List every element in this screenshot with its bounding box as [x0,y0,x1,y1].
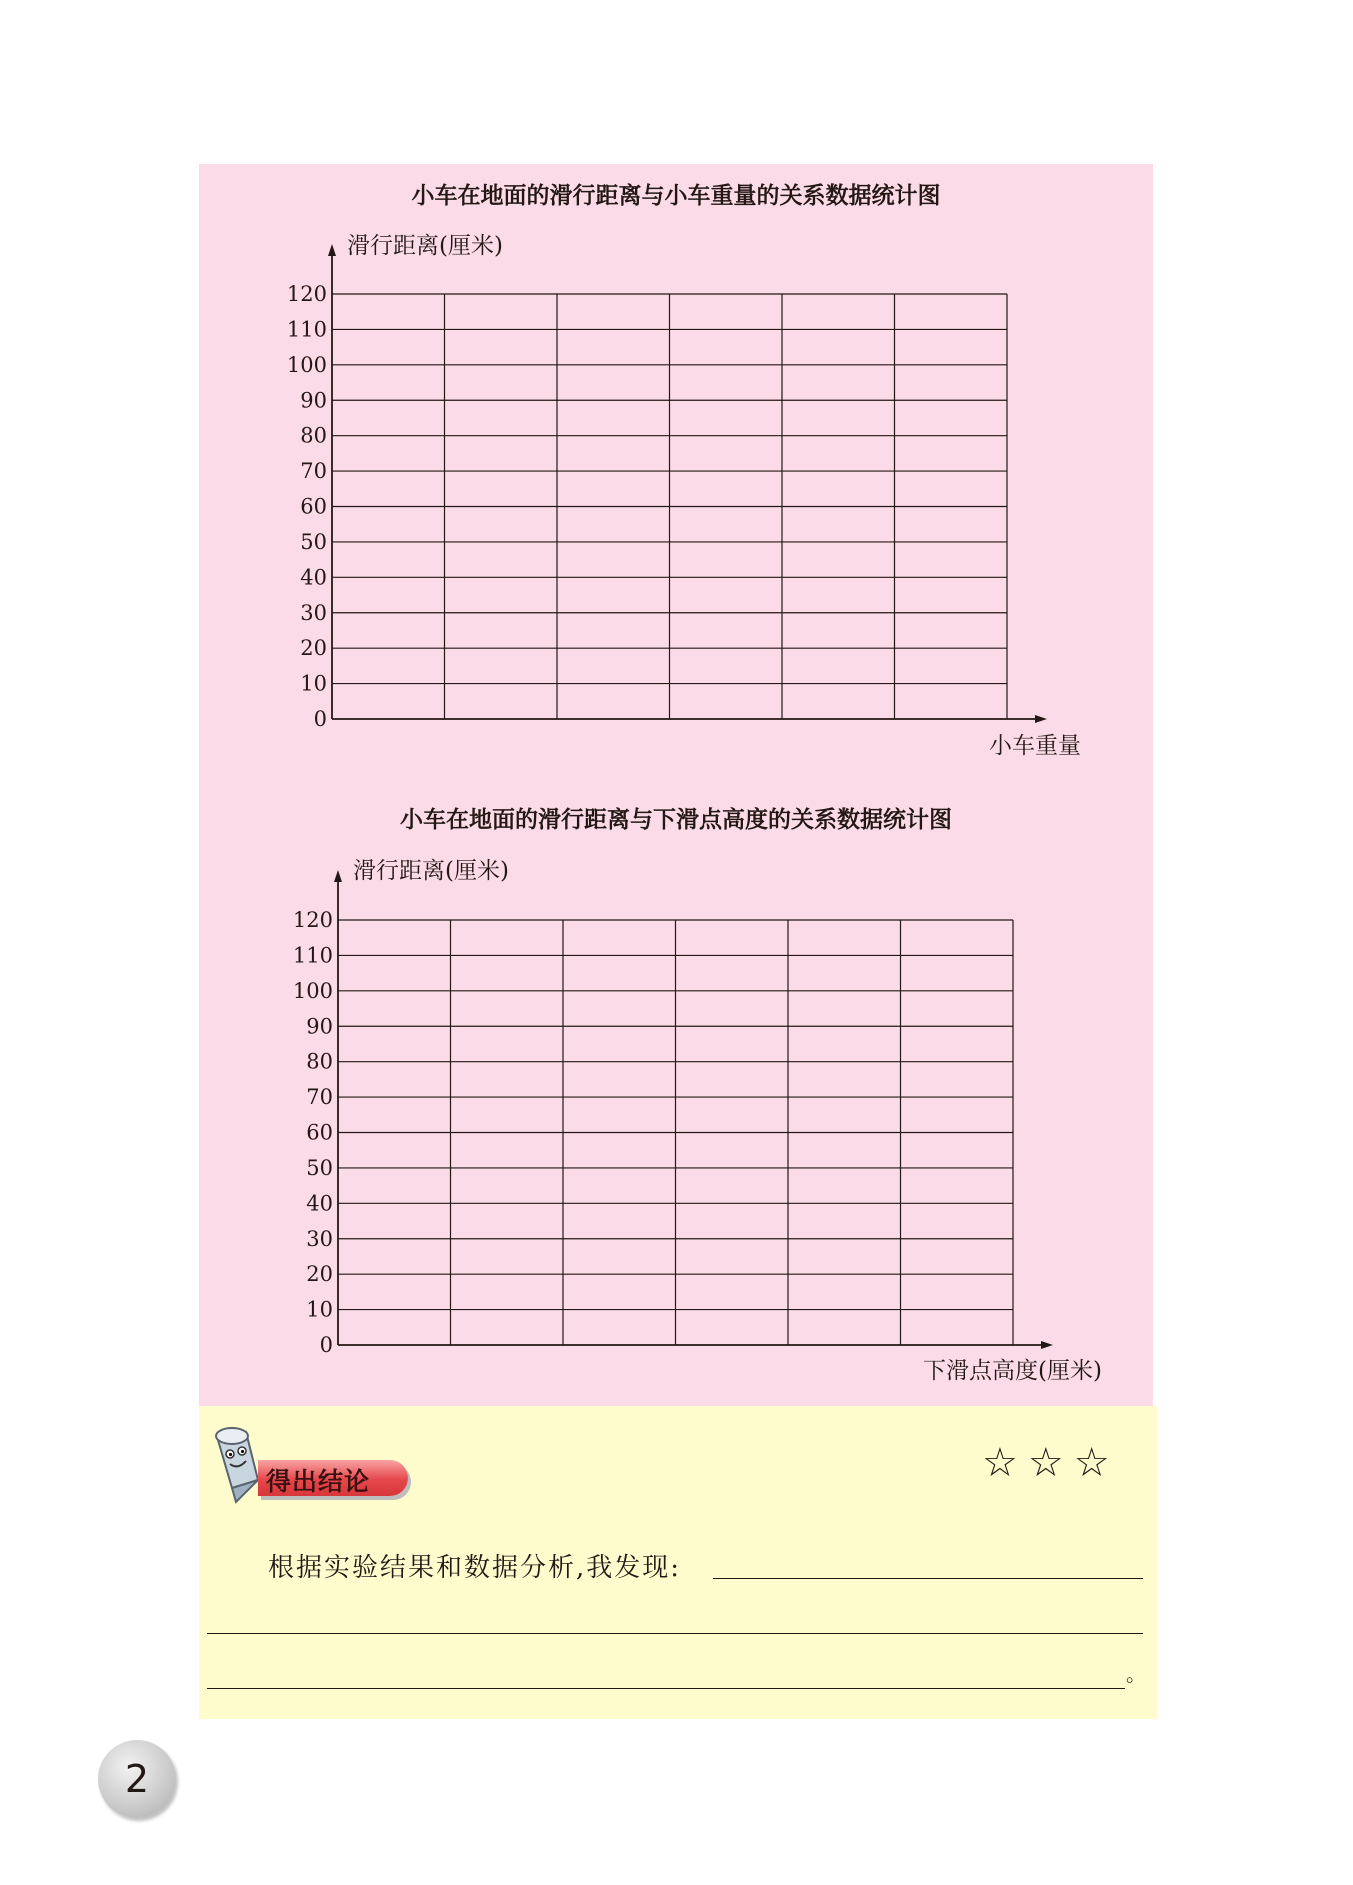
chart-2-title: 小车在地面的滑行距离与下滑点高度的关系数据统计图 [400,807,952,833]
y-tick-label: 30 [306,1226,333,1251]
x-axis-arrow [1041,1341,1053,1349]
chart-panel [199,164,1153,1406]
end-mark: 。 [1126,1662,1146,1686]
answer-line-2[interactable] [207,1633,1143,1634]
chart-1-y-axis-label: 滑行距离(厘米) [347,233,503,259]
y-tick-label: 60 [300,494,327,519]
page-number: 2 [124,1757,150,1801]
y-tick-label: 80 [300,423,327,448]
chart-1-x-axis-label: 小车重量 [989,733,1081,759]
chart-2 [199,164,1153,1406]
chart-2-y-axis-label: 滑行距离(厘米) [353,858,509,884]
y-tick-label: 50 [306,1155,333,1180]
y-tick-label: 20 [300,636,327,661]
y-tick-label: 100 [292,978,333,1003]
y-tick-label: 100 [286,352,327,377]
chart-2-x-axis-label: 下滑点高度(厘米) [923,1358,1102,1384]
y-tick-label: 0 [319,1333,333,1357]
page-number-badge [98,1740,176,1818]
y-tick-label: 110 [292,943,333,968]
difficulty-stars: ☆☆☆ [982,1440,1120,1486]
answer-line-1[interactable] [713,1578,1143,1579]
conclusion-prompt: 根据实验结果和数据分析,我发现: [268,1553,682,1583]
y-tick-label: 10 [306,1297,333,1322]
y-tick-label: 50 [300,529,327,554]
y-tick-label: 70 [306,1085,333,1110]
y-tick-label: 120 [292,908,333,932]
answer-line-3[interactable] [207,1688,1125,1689]
y-tick-label: 110 [286,317,327,342]
y-tick-label: 90 [306,1014,333,1039]
y-tick-label: 40 [300,565,327,590]
y-axis-arrow [334,870,342,882]
y-tick-label: 0 [313,707,327,731]
y-tick-label: 20 [306,1262,333,1287]
y-tick-label: 60 [306,1120,333,1145]
y-tick-label: 70 [300,459,327,484]
conclusion-heading: 得出结论 [266,1467,371,1496]
conclusion-tag [258,1460,408,1496]
y-tick-label: 30 [300,600,327,625]
y-tick-label: 40 [306,1191,333,1216]
chart-1-title: 小车在地面的滑行距离与小车重量的关系数据统计图 [411,183,941,209]
y-tick-label: 10 [300,671,327,696]
y-tick-label: 120 [286,282,327,306]
y-tick-label: 90 [300,388,327,413]
y-tick-label: 80 [306,1049,333,1074]
